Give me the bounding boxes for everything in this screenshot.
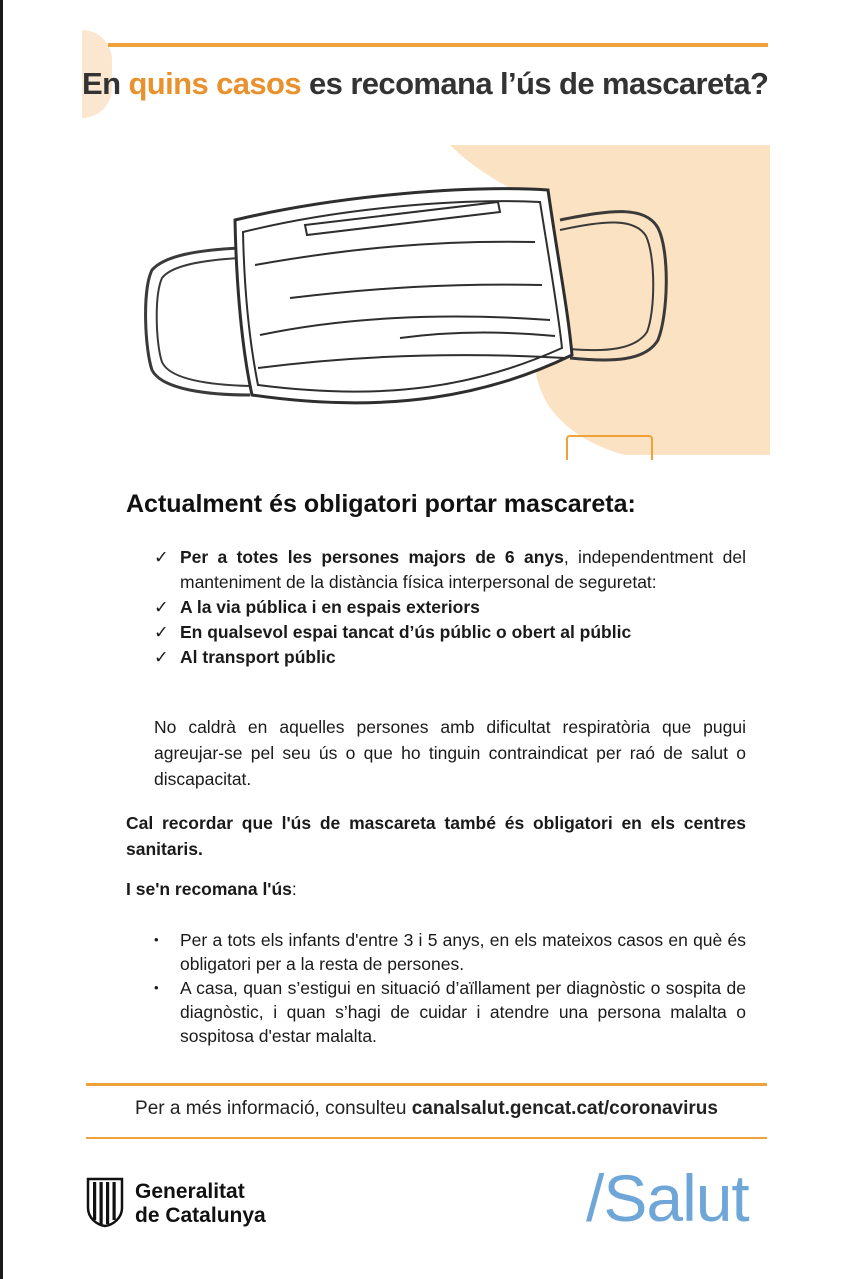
generalitat-name bbox=[135, 1180, 266, 1228]
checklist-item bbox=[154, 620, 746, 645]
top-divider bbox=[108, 43, 768, 47]
more-info-line bbox=[86, 1098, 767, 1120]
more-info-link[interactable]: canalsalut.gencat.cat/coronavirus bbox=[411, 1098, 718, 1119]
list-item-text: A casa, quan s’estigui en situació d’aïllament per diagnòstic o sospita de diagnòstic, i quan s’hagi de cuidar i atendre una persona malalta o sospitosa d'estar malalta. bbox=[180, 978, 746, 1046]
check-icon: ✓ bbox=[154, 597, 169, 617]
checklist-item-bold: Per a totes les persones majors de 6 anys bbox=[180, 547, 564, 567]
checklist-item-bold: A la via pública i en espais exteriors bbox=[180, 597, 480, 617]
mandatory-checklist bbox=[154, 545, 746, 670]
recommended-intro-bold: I se'n recomana l'ús bbox=[126, 879, 292, 899]
salut-brand: /Salut bbox=[586, 1161, 749, 1235]
generalitat-logo-icon bbox=[85, 1176, 125, 1228]
recommended-intro bbox=[126, 876, 746, 902]
title-accent: quins casos bbox=[128, 66, 302, 101]
generalitat-line-2: de Catalunya bbox=[135, 1204, 266, 1227]
generalitat-line-1: Generalitat bbox=[135, 1180, 245, 1203]
more-info-text: Per a més informació, consulteu bbox=[135, 1098, 412, 1119]
section-title: Actualment és obligatori portar mascareta: bbox=[126, 490, 636, 518]
check-icon: ✓ bbox=[154, 647, 169, 667]
recommended-list bbox=[154, 928, 746, 1048]
checklist-item-text: , independentment del manteniment de la distància física interpersonal de seguretat: bbox=[180, 547, 746, 592]
checklist-item bbox=[154, 645, 746, 670]
recommended-intro-text: : bbox=[291, 879, 297, 899]
title-part-1: En bbox=[82, 66, 129, 101]
check-icon: ✓ bbox=[154, 547, 169, 567]
checklist-item-bold: En qualsevol espai tancat d’ús públic o obert al públic bbox=[180, 622, 632, 642]
exemption-paragraph: No caldrà en aquelles persones amb dificultat respiratòria que pugui agreujar-se pel seu ús o que ho tinguin contraindicat per raó de salut o discapacitat. bbox=[154, 717, 746, 789]
list-item bbox=[154, 976, 746, 1048]
list-item-text: Per a tots els infants d'entre 3 i 5 anys, en els mateixos casos en què és obligatori per a la resta de persones. bbox=[180, 930, 746, 974]
checklist-item bbox=[154, 595, 746, 620]
reminder-paragraph: Cal recordar que l'ús de mascareta també és obligatori en els centres sanitaris. bbox=[126, 813, 746, 859]
bullet-icon: • bbox=[154, 980, 159, 995]
list-item bbox=[154, 928, 746, 976]
bullet-icon: • bbox=[154, 932, 159, 947]
footer-bottom-divider bbox=[86, 1137, 767, 1139]
checklist-item bbox=[154, 545, 746, 595]
page-title bbox=[82, 66, 782, 102]
check-icon: ✓ bbox=[154, 622, 169, 642]
checklist-item-bold: Al transport públic bbox=[180, 647, 336, 667]
face-mask-illustration bbox=[140, 140, 770, 460]
footer-top-divider bbox=[86, 1083, 767, 1086]
title-part-2: es recomana l’ús de mascareta? bbox=[301, 66, 769, 101]
page-edge-line bbox=[0, 0, 3, 1279]
